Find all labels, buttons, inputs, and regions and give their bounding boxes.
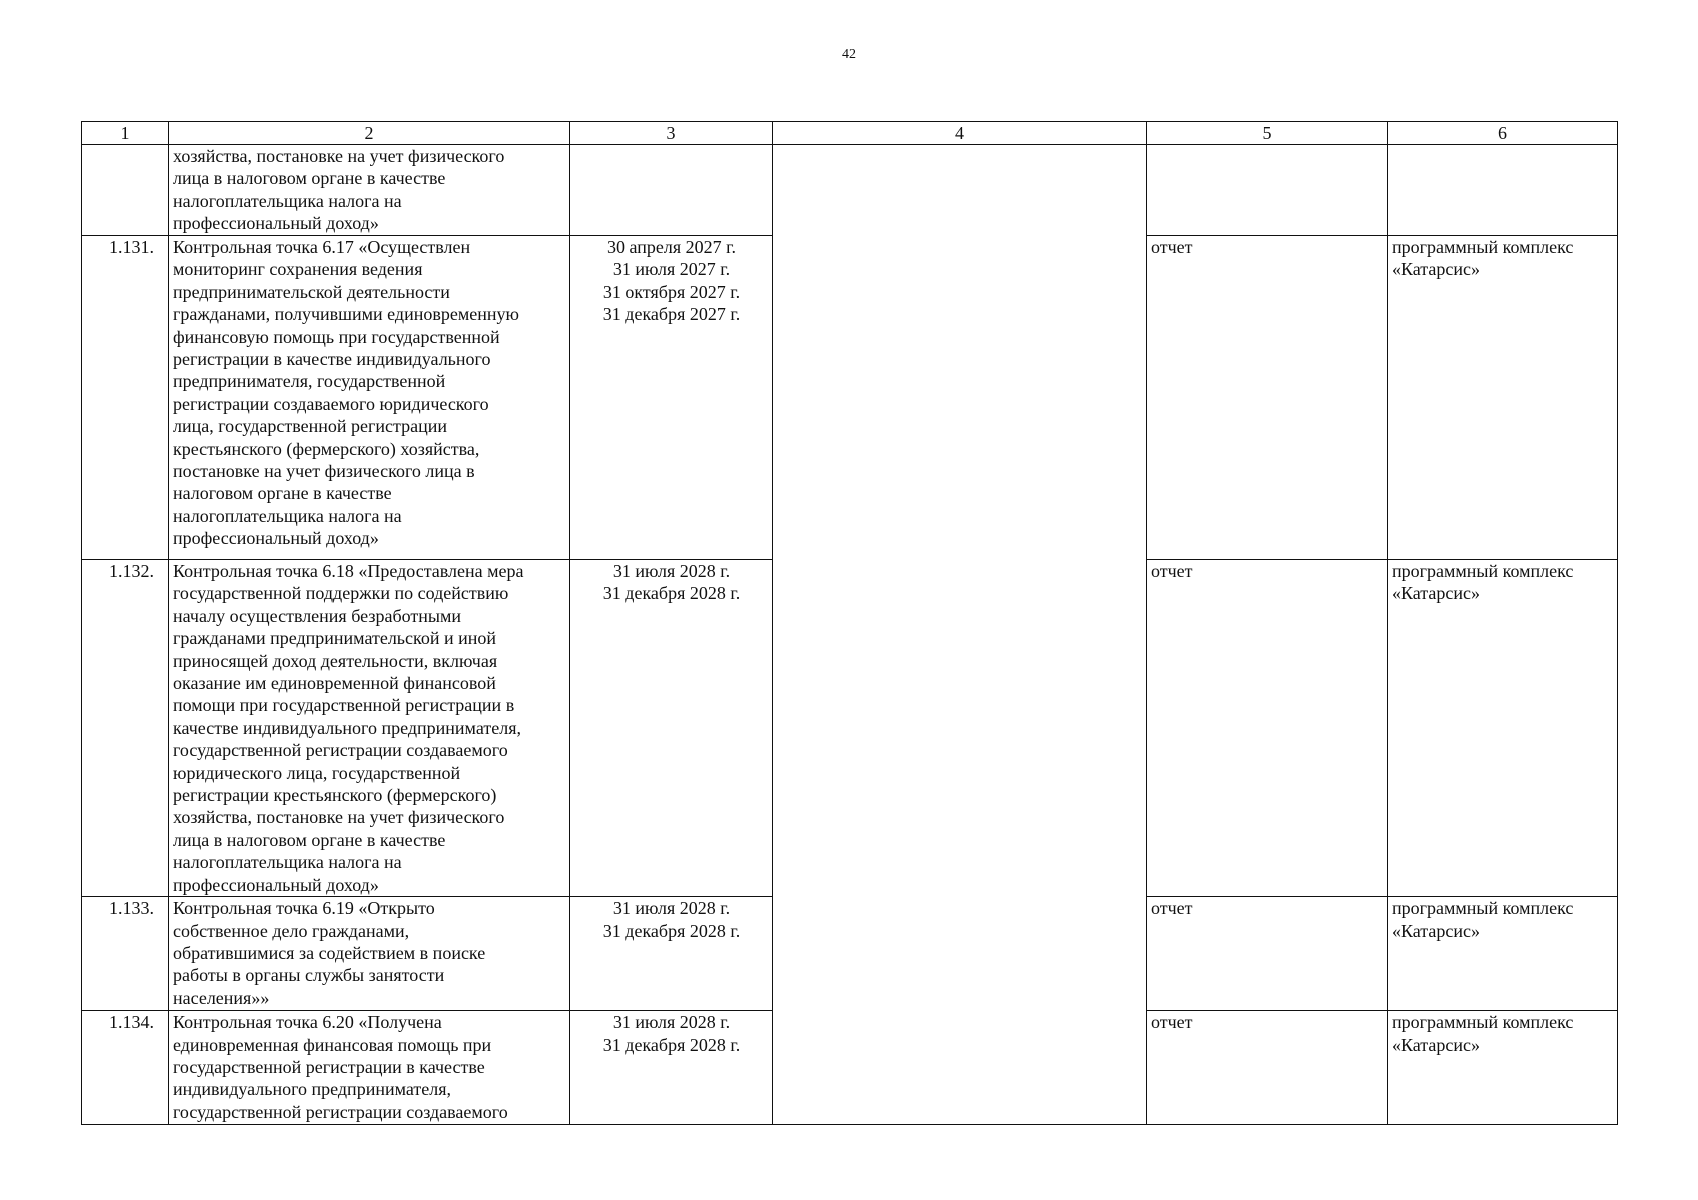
row-description: Контрольная точка 6.18 «Предоставлена мера государственной поддержки по содействию началу осуществления безработными гражданами предпринимательской и иной приносящей доход деятельности, включая оказание им единовременной финансовой помощи при государственной регистрации в качестве индивидуального предпринимателя, государственной регистрации создаваемого юридического лица, государственной регистрации крестьянского (фермерского) хозяйства, постановке на учет физического лица в налоговом органе в качестве налогоплательщика налога на профессиональный доход» (169, 560, 570, 897)
row-dates (570, 236, 773, 560)
row-dates (570, 897, 773, 1011)
header-row (82, 122, 1618, 145)
row-result (1147, 145, 1388, 236)
row-dates (570, 560, 773, 897)
row-system (1388, 560, 1618, 897)
system-name-line: программный комплекс (1392, 1012, 1574, 1033)
header-cell-5: 5 (1147, 122, 1388, 145)
row-system (1388, 897, 1618, 1011)
deadline-date: 31 октября 2027 г. (602, 281, 741, 302)
system-name-line: «Катарсис» (1392, 920, 1480, 941)
row-number: 1.134. (82, 1011, 169, 1125)
column-4-merged-cell (773, 145, 1147, 1125)
row-dates (570, 145, 773, 236)
system-name-line: программный комплекс (1392, 237, 1574, 257)
page-number: 42 (842, 47, 856, 62)
header-cell-2: 2 (169, 122, 570, 145)
row-system (1388, 145, 1618, 236)
deadline-date: 31 июля 2028 г. (612, 1012, 731, 1033)
row-description: Контрольная точка 6.20 «Получена единовременная финансовая помощь при государственной регистрации в качестве индивидуального предпринимателя, государственной регистрации создаваемого (169, 1011, 570, 1125)
row-number (82, 145, 169, 236)
row-system (1388, 236, 1618, 560)
deadline-date: 31 июля 2028 г. (612, 898, 731, 919)
header-cell-1: 1 (82, 122, 169, 145)
deadline-date: 31 июля 2028 г. (612, 561, 731, 581)
row-number: 1.133. (82, 897, 169, 1011)
row-result: отчет (1147, 236, 1388, 560)
system-name-line: «Катарсис» (1392, 259, 1480, 280)
row-result: отчет (1147, 560, 1388, 897)
row-dates (570, 1011, 773, 1125)
deadline-date: 31 декабря 2027 г. (602, 304, 741, 325)
deadline-date: 31 декабря 2028 г. (602, 583, 741, 604)
row-description: Контрольная точка 6.19 «Открыто собственное дело гражданами, обратившимися за содействием в поиске работы в органы службы занятости населения»» (169, 897, 570, 1011)
deadline-date: 31 декабря 2028 г. (602, 920, 741, 941)
row-result: отчет (1147, 897, 1388, 1011)
system-name-line: программный комплекс (1392, 898, 1574, 919)
table-row (82, 145, 1618, 236)
row-system (1388, 1011, 1618, 1125)
row-description: Контрольная точка 6.17 «Осуществлен мониторинг сохранения ведения предпринимательской деятельности гражданами, получившими единовременную финансовую помощь при государственной регистрации в качестве индивидуального предпринимателя, государственной регистрации создаваемого юридического лица, государственной регистрации крестьянского (фермерского) хозяйства, постановке на учет физического лица в налоговом органе в качестве налогоплательщика налога на профессиональный доход» (169, 236, 570, 560)
system-name-line: «Катарсис» (1392, 1034, 1480, 1055)
header-cell-3: 3 (570, 122, 773, 145)
deadline-date: 31 декабря 2028 г. (602, 1034, 741, 1055)
row-number: 1.131. (82, 236, 169, 560)
deadline-date: 30 апреля 2027 г. (607, 237, 736, 257)
system-name-line: программный комплекс (1392, 561, 1574, 581)
header-cell-6: 6 (1388, 122, 1618, 145)
header-cell-4: 4 (773, 122, 1147, 145)
row-number: 1.132. (82, 560, 169, 897)
row-result: отчет (1147, 1011, 1388, 1125)
deadline-date: 31 июля 2027 г. (612, 259, 731, 280)
row-description: хозяйства, постановке на учет физического лица в налоговом органе в качестве налогоплательщика налога на профессиональный доход» (169, 145, 570, 236)
control-points-table (81, 121, 1618, 1125)
system-name-line: «Катарсис» (1392, 583, 1480, 604)
